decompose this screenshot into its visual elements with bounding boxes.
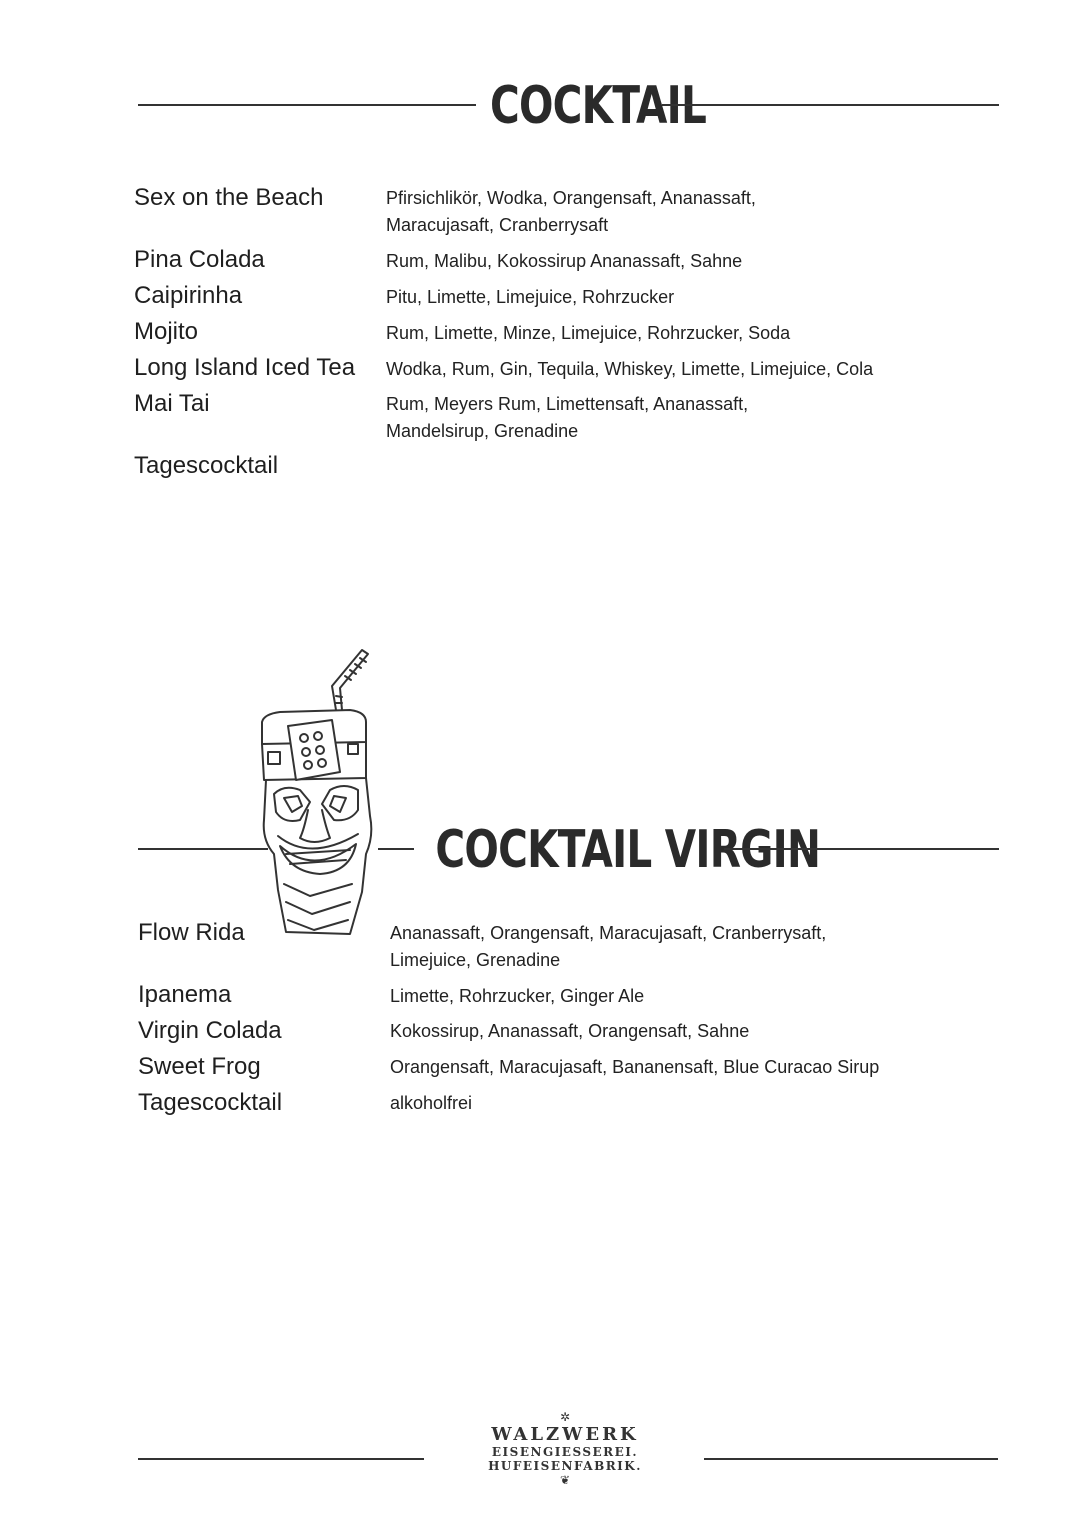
logo-line1: WALZWERK [491,1424,639,1445]
star-icon: ✲ [559,1410,571,1424]
item-name: Flow Rida [138,919,245,946]
ornament-icon: ❦ [559,1473,571,1487]
item-name: Ipanema [138,981,232,1008]
item-description: Rum, Meyers Rum, Limettensaft, Ananassaft, Mandelsirup, Grenadine [386,394,749,441]
item-name: Tagescocktail [138,1089,283,1116]
footer-rule-left [138,1458,424,1460]
item-name: Sweet Frog [138,1053,261,1080]
item-description: Orangensaft, Maracujasaft, Bananensaft, Blue Curacao Sirup [390,1057,880,1077]
section-title-cocktail: COCKTAIL [490,76,707,136]
footer-rule-right [704,1458,998,1460]
title-rule-right [662,104,999,106]
item-name: Pina Colada [134,246,265,273]
item-description: Limette, Rohrzucker, Ginger Ale [390,986,645,1006]
tiki-mug-illustration [250,640,385,945]
title-rule-left-short [378,848,414,850]
straw-icon [332,650,368,710]
item-description: Kokossirup, Ananassaft, Orangensaft, Sahne [390,1021,750,1041]
item-name: Tagescocktail [134,452,279,479]
item-name: Sex on the Beach [134,184,324,211]
item-description: Wodka, Rum, Gin, Tequila, Whiskey, Limette, Limejuice, Cola [386,359,874,379]
title-rule-left [138,104,476,106]
item-name: Virgin Colada [138,1017,282,1044]
walzwerk-logo [430,1410,700,1487]
item-name: Caipirinha [134,282,243,309]
item-description: Pfirsichlikör, Wodka, Orangensaft, Ananassaft, Maracujasaft, Cranberrysaft [386,188,756,235]
item-name: Mai Tai [134,390,210,417]
item-description: Ananassaft, Orangensaft, Maracujasaft, Cranberrysaft, Limejuice, Grenadine [390,923,827,970]
section-title-cocktail-virgin: COCKTAIL VIRGIN [435,820,821,880]
item-description: Rum, Limette, Minze, Limejuice, Rohrzucker, Soda [386,323,791,343]
item-description: Rum, Malibu, Kokossirup Ananassaft, Sahne [386,251,743,271]
logo-line2: EISENGIESSEREI. HUFEISENFABRIK. [488,1445,642,1473]
item-name: Long Island Iced Tea [134,354,356,381]
title-rule-right [724,848,999,850]
title-rule-left [138,848,268,850]
item-description: Pitu, Limette, Limejuice, Rohrzucker [386,287,675,307]
item-description: alkoholfrei [390,1093,473,1113]
item-name: Mojito [134,318,199,345]
